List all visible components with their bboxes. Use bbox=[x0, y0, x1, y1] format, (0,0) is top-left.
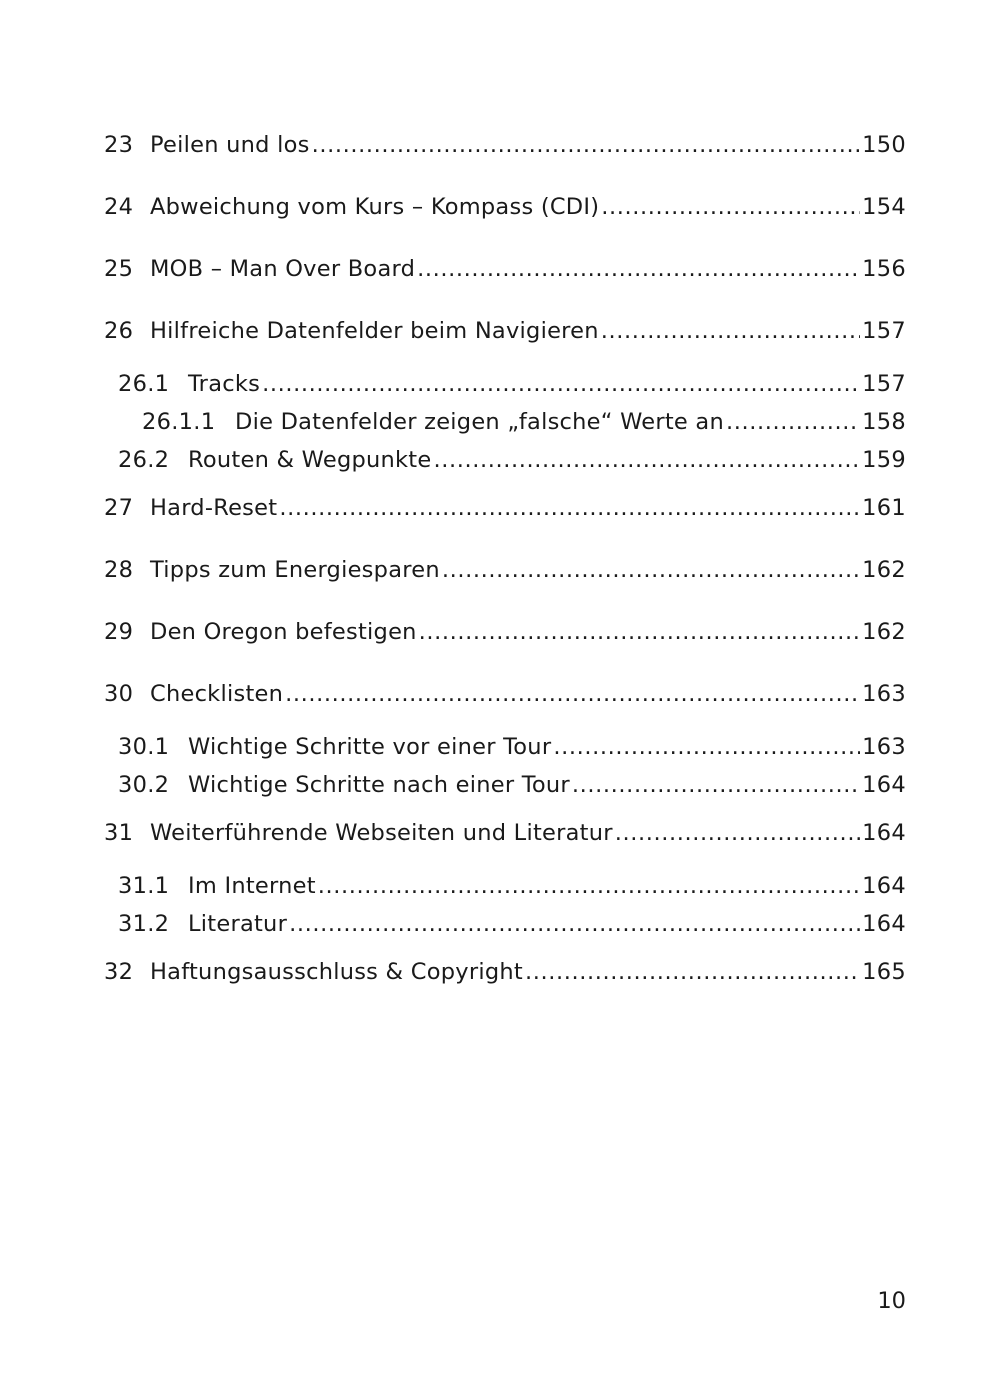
toc-entry-page: 156 bbox=[862, 256, 906, 282]
toc-entry-number: 27 bbox=[104, 495, 134, 521]
toc-entry-30[interactable] bbox=[104, 679, 906, 709]
toc-entry-31-2[interactable] bbox=[118, 909, 906, 939]
toc-entry-page: 162 bbox=[862, 619, 906, 645]
toc-entry-page: 157 bbox=[862, 371, 906, 397]
toc-entry-title: Abweichung vom Kurs – Kompass (CDI) bbox=[150, 194, 600, 220]
toc-entry-title: Wichtige Schritte vor einer Tour bbox=[188, 734, 552, 760]
toc-entry-number: 26.1 bbox=[118, 371, 170, 397]
toc-entry-24[interactable] bbox=[104, 192, 906, 222]
toc-entry-title: Den Oregon befestigen bbox=[150, 619, 417, 645]
toc-entry-page: 161 bbox=[862, 495, 906, 521]
toc-entry-31-1[interactable] bbox=[118, 871, 906, 901]
toc-entry-page: 164 bbox=[862, 820, 906, 846]
toc-entry-number: 30.1 bbox=[118, 734, 170, 760]
dot-leader bbox=[285, 679, 860, 709]
toc-entry-page: 157 bbox=[862, 318, 906, 344]
toc-entry-26-2[interactable] bbox=[118, 445, 906, 475]
dot-leader bbox=[318, 871, 860, 901]
toc-entry-title: Tipps zum Energiesparen bbox=[150, 557, 440, 583]
dot-leader bbox=[553, 732, 860, 762]
dot-leader bbox=[262, 369, 860, 399]
toc-entry-page: 164 bbox=[862, 772, 906, 798]
toc-entry-title: Weiterführende Webseiten und Literatur bbox=[150, 820, 613, 846]
dot-leader bbox=[601, 316, 860, 346]
toc-entry-25[interactable] bbox=[104, 254, 906, 284]
toc-entry-page: 154 bbox=[862, 194, 906, 220]
toc-entry-title: Routen & Wegpunkte bbox=[188, 447, 432, 473]
toc-entry-number: 30 bbox=[104, 681, 134, 707]
toc-entry-title: Peilen und los bbox=[150, 132, 310, 158]
page-number: 10 bbox=[877, 1288, 906, 1314]
toc-entry-page: 158 bbox=[862, 409, 906, 435]
dot-leader bbox=[442, 555, 860, 585]
dot-leader bbox=[417, 254, 860, 284]
toc-entry-26-1-1[interactable] bbox=[142, 407, 906, 437]
toc-entry-number: 29 bbox=[104, 619, 134, 645]
dot-leader bbox=[433, 445, 860, 475]
toc-entry-32[interactable] bbox=[104, 957, 906, 987]
toc-entry-29[interactable] bbox=[104, 617, 906, 647]
toc-entry-page: 159 bbox=[862, 447, 906, 473]
toc-entry-27[interactable] bbox=[104, 493, 906, 523]
toc-entry-number: 26 bbox=[104, 318, 134, 344]
toc-entry-number: 30.2 bbox=[118, 772, 170, 798]
dot-leader bbox=[279, 493, 860, 523]
dot-leader bbox=[601, 192, 860, 222]
toc-entry-26-1[interactable] bbox=[118, 369, 906, 399]
toc-entry-number: 32 bbox=[104, 959, 134, 985]
dot-leader bbox=[525, 957, 860, 987]
dot-leader bbox=[289, 909, 860, 939]
toc-entry-title: Die Datenfelder zeigen „falsche“ Werte an bbox=[235, 409, 724, 435]
toc-entry-30-1[interactable] bbox=[118, 732, 906, 762]
toc-entry-page: 163 bbox=[862, 681, 906, 707]
toc-entry-23[interactable] bbox=[104, 130, 906, 160]
toc-entry-title: Literatur bbox=[188, 911, 288, 937]
toc-entry-title: Im Internet bbox=[188, 873, 316, 899]
toc-entry-title: Tracks bbox=[188, 371, 261, 397]
toc-entry-page: 163 bbox=[862, 734, 906, 760]
toc-entry-number: 28 bbox=[104, 557, 134, 583]
dot-leader bbox=[572, 770, 860, 800]
toc-entry-number: 26.1.1 bbox=[142, 409, 216, 435]
toc-entry-page: 164 bbox=[862, 873, 906, 899]
toc-entry-title: Haftungsausschluss & Copyright bbox=[150, 959, 523, 985]
toc-entry-page: 165 bbox=[862, 959, 906, 985]
toc-entry-30-2[interactable] bbox=[118, 770, 906, 800]
dot-leader bbox=[312, 130, 861, 160]
toc-entry-number: 25 bbox=[104, 256, 134, 282]
dot-leader bbox=[419, 617, 860, 647]
toc-entry-number: 31.2 bbox=[118, 911, 170, 937]
toc-entry-number: 26.2 bbox=[118, 447, 170, 473]
toc-entry-title: Checklisten bbox=[150, 681, 284, 707]
dot-leader bbox=[615, 818, 860, 848]
toc-entry-number: 31 bbox=[104, 820, 134, 846]
toc-entry-title: MOB – Man Over Board bbox=[150, 256, 416, 282]
toc-entry-number: 31.1 bbox=[118, 873, 170, 899]
toc-entry-28[interactable] bbox=[104, 555, 906, 585]
toc-entry-number: 24 bbox=[104, 194, 134, 220]
toc-entry-26[interactable] bbox=[104, 316, 906, 346]
dot-leader bbox=[726, 407, 860, 437]
toc-entry-title: Wichtige Schritte nach einer Tour bbox=[188, 772, 570, 798]
toc-entry-number: 23 bbox=[104, 132, 134, 158]
toc-entry-page: 162 bbox=[862, 557, 906, 583]
toc-entry-page: 164 bbox=[862, 911, 906, 937]
toc-entry-page: 150 bbox=[862, 132, 906, 158]
toc-entry-title: Hard-Reset bbox=[150, 495, 278, 521]
toc-entry-31[interactable] bbox=[104, 818, 906, 848]
toc-entry-title: Hilfreiche Datenfelder beim Navigieren bbox=[150, 318, 599, 344]
